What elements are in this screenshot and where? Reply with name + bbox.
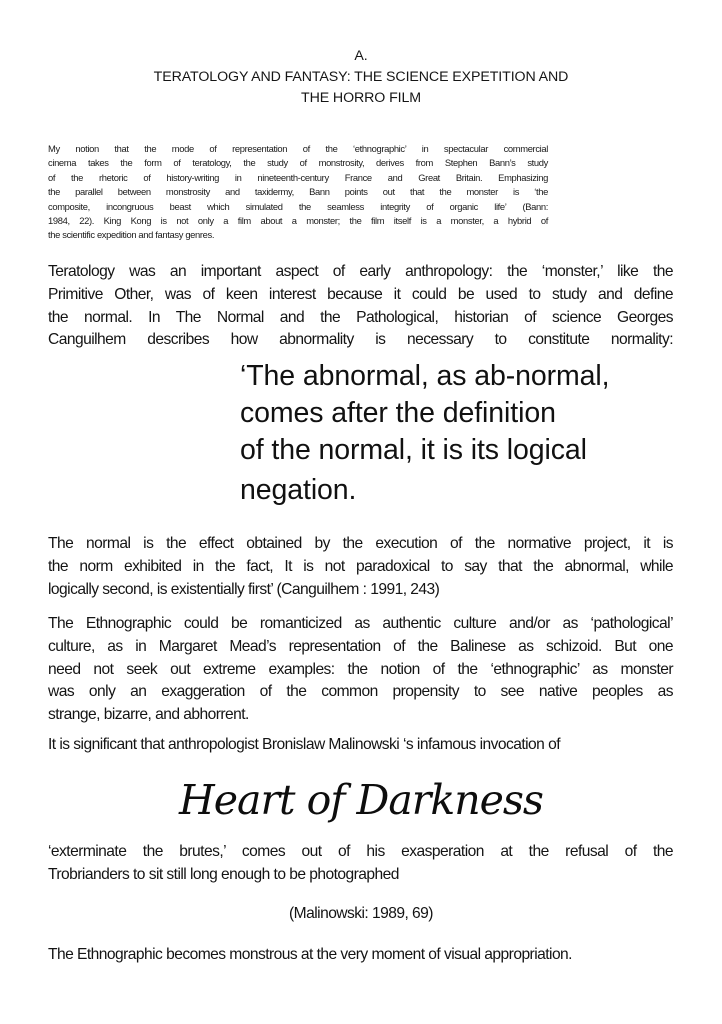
abstract-line: the scientific expedition and fantasy genres. (48, 229, 215, 241)
paragraph-line: The normal is the effect obtained by the execution of the normative project, it is (48, 535, 673, 552)
paragraph-line: The Ethnographic becomes monstrous at the very moment of visual appropriation. (48, 946, 572, 963)
body-paragraph-5 (48, 841, 673, 887)
paragraph-line: Canguilhem describes how abnormality is necessary to constitute normality: (48, 331, 673, 349)
quote-line: comes after the definition (240, 397, 556, 429)
abstract-paragraph (48, 142, 548, 243)
pull-quote (240, 358, 680, 509)
section-title-line: TERATOLOGY AND FANTASY: THE SCIENCE EXPETITION AND (153, 69, 569, 85)
section-label: A. (354, 48, 368, 64)
abstract-line: 1984, 22). King Kong is not only a film about a monster; the film itself is a monster, a hybrid of (48, 215, 548, 227)
paragraph-line: Teratology was an important aspect of early anthropology: the ‘monster,’ like the (48, 263, 673, 280)
paragraph-line: Primitive Other, was of keen interest because it could be used to study and define (48, 285, 673, 303)
paragraph-line: the normal. In The Normal and the Pathological, historian of science Georges (48, 308, 673, 326)
paragraph-line: need not seek out extreme examples: the notion of the ‘ethnographic’ as monster (48, 660, 673, 678)
citation: (Malinowski: 1989, 69) (289, 905, 433, 922)
quote-line: of the normal, it is its logical (240, 434, 587, 466)
paragraph-line: The Ethnographic could be romanticized as authentic culture and/or as ‘pathological’ (48, 615, 673, 632)
abstract-line: My notion that the mode of representation of the ‘ethnographic’ in spectacular commercial (48, 143, 548, 154)
section-title-line: THE HORRO FILM (301, 90, 421, 106)
abstract-line: composite, incongruous beast which simulated the seamless integrity of organic life’ (Bann: (48, 200, 548, 212)
paragraph-line: Trobrianders to sit still long enough to be photographed (48, 865, 399, 883)
paragraph-line: logically second, is existentially first’ (Canguilhem : 1991, 243) (48, 580, 440, 598)
body-paragraph-1 (48, 261, 673, 352)
body-paragraph-4 (48, 734, 673, 757)
paragraph-line: the norm exhibited in the fact, It is not paradoxical to say that the abnormal, while (48, 557, 673, 575)
body-paragraph-3 (48, 613, 673, 727)
paragraph-line: strange, bizarre, and abhorrent. (48, 706, 249, 724)
closing-paragraph (48, 944, 673, 967)
abstract-line: the parallel between monstrosity and taxidermy, Bann points out that the monster is ‘the (48, 186, 548, 198)
body-paragraph-2 (48, 533, 673, 601)
paragraph-line: was only an exaggeration of the common propensity to see native peoples as (48, 683, 673, 701)
featured-title: Heart of Darkness (179, 776, 543, 824)
quote-line: negation. (240, 474, 357, 506)
section-heading (0, 46, 722, 109)
paragraph-line: ‘exterminate the brutes,’ comes out of his exasperation at the refusal of the (48, 843, 673, 860)
paragraph-line: culture, as in Margaret Mead’s representation of the Balinese as schizoid. But one (48, 637, 673, 655)
abstract-line: of the rhetoric of history-writing in nineteenth-century France and Great Britain. Emphasizing (48, 171, 548, 183)
quote-line: ‘The abnormal, as ab-normal, (240, 360, 610, 392)
paragraph-line: It is significant that anthropologist Bronislaw Malinowski ‘s infamous invocation of (48, 736, 560, 753)
abstract-line: cinema takes the form of teratology, the study of monstrosity, derives from Stephen Bann’s study (48, 157, 548, 169)
